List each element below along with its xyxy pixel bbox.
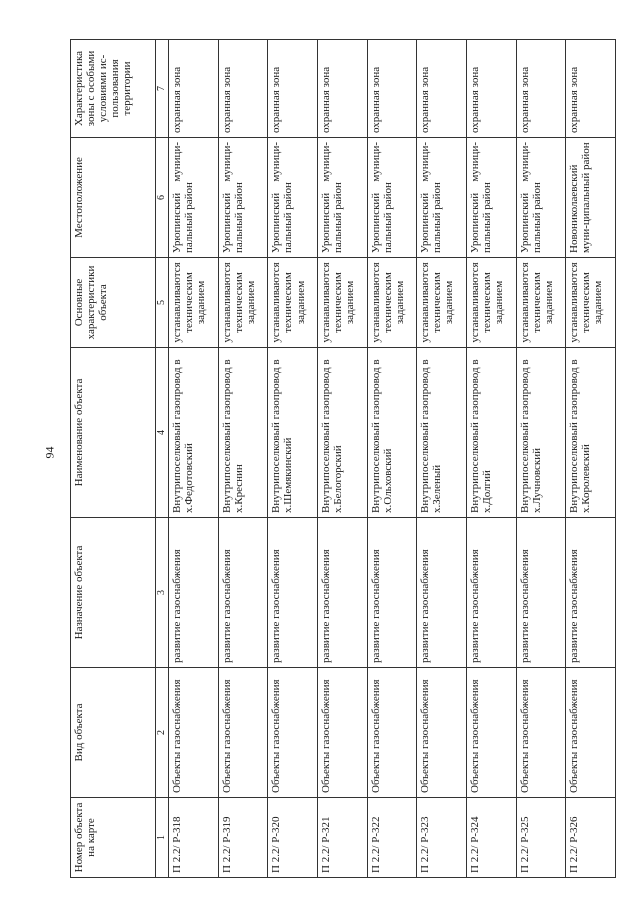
column-number: 5	[156, 258, 169, 348]
column-number: 3	[156, 518, 169, 668]
page-number: 94	[42, 446, 57, 459]
cell-type: Объекты газоснабжения	[466, 668, 516, 798]
cell-characteristics: устанавливаются техническим заданием	[317, 258, 367, 348]
cell-characteristics: устанавливаются техническим заданием	[516, 258, 566, 348]
cell-number: П 2.2/ Р-321	[317, 798, 367, 878]
header-characteristics: Основные характеристики объекта	[71, 258, 156, 348]
cell-zone: охранная зона	[169, 40, 219, 138]
cell-type: Объекты газоснабжения	[169, 668, 219, 798]
table-row	[566, 40, 616, 878]
table-row	[516, 40, 566, 878]
header-zone: Характеристика зоны с особыми условиями ис-пользования территории	[71, 40, 156, 138]
cell-type: Объекты газоснабжения	[566, 668, 616, 798]
cell-location: Урюпинский муници-пальный район	[466, 138, 516, 258]
column-number: 7	[156, 40, 169, 138]
cell-name: Внутрипоселковый газопровод в х.Шемякинский	[268, 348, 318, 518]
table-row	[268, 40, 318, 878]
cell-number: П 2.2/ Р-322	[367, 798, 417, 878]
table-row	[466, 40, 516, 878]
cell-number: П 2.2/ Р-320	[268, 798, 318, 878]
cell-characteristics: устанавливаются техническим заданием	[367, 258, 417, 348]
column-number: 1	[156, 798, 169, 878]
cell-characteristics: устанавливаются техническим заданием	[417, 258, 467, 348]
cell-characteristics: устанавливаются техническим заданием	[268, 258, 318, 348]
table-row	[367, 40, 417, 878]
cell-zone: охранная зона	[566, 40, 616, 138]
header-type: Вид объекта	[71, 668, 156, 798]
cell-type: Объекты газоснабжения	[417, 668, 467, 798]
column-number: 2	[156, 668, 169, 798]
cell-zone: охранная зона	[317, 40, 367, 138]
cell-name: Внутрипоселковый газопровод в х.Королевский	[566, 348, 616, 518]
cell-purpose: развитие газоснабжения	[317, 518, 367, 668]
cell-purpose: развитие газоснабжения	[268, 518, 318, 668]
objects-table	[70, 39, 616, 878]
cell-name: Внутрипоселковый газопровод в х.Креснин	[218, 348, 268, 518]
header-name: Наименование объекта	[71, 348, 156, 518]
cell-location: Урюпинский муници-пальный район	[516, 138, 566, 258]
cell-purpose: развитие газоснабжения	[169, 518, 219, 668]
cell-location: Урюпинский муници-пальный район	[367, 138, 417, 258]
column-number: 4	[156, 348, 169, 518]
table-row	[317, 40, 367, 878]
table-row	[218, 40, 268, 878]
header-purpose: Назначение объекта	[71, 518, 156, 668]
column-number: 6	[156, 138, 169, 258]
cell-characteristics: устанавливаются техническим заданием	[566, 258, 616, 348]
cell-location: Урюпинский муници-пальный район	[317, 138, 367, 258]
cell-zone: охранная зона	[516, 40, 566, 138]
cell-name: Внутрипоселковый газопровод в х.Ольховский	[367, 348, 417, 518]
cell-location: Урюпинский муници-пальный район	[417, 138, 467, 258]
cell-zone: охранная зона	[417, 40, 467, 138]
cell-zone: охранная зона	[367, 40, 417, 138]
cell-number: П 2.2/ Р-325	[516, 798, 566, 878]
header-row	[71, 40, 156, 878]
cell-number: П 2.2/ Р-324	[466, 798, 516, 878]
cell-purpose: развитие газоснабжения	[367, 518, 417, 668]
cell-name: Внутрипоселковый газопровод в х.Долгий	[466, 348, 516, 518]
cell-name: Внутрипоселковый газопровод в х.Зеленый	[417, 348, 467, 518]
cell-name: Внутрипоселковый газопровод в х.Федотовский	[169, 348, 219, 518]
cell-name: Внутрипоселковый газопровод в х.Белогорский	[317, 348, 367, 518]
cell-number: П 2.2/ Р-323	[417, 798, 467, 878]
table-row	[169, 40, 219, 878]
cell-location: Урюпинский муници-пальный район	[268, 138, 318, 258]
header-number: Номер объекта на карте	[71, 798, 156, 878]
cell-type: Объекты газоснабжения	[268, 668, 318, 798]
cell-characteristics: устанавливаются техническим заданием	[466, 258, 516, 348]
cell-type: Объекты газоснабжения	[317, 668, 367, 798]
cell-purpose: развитие газоснабжения	[516, 518, 566, 668]
cell-purpose: развитие газоснабжения	[466, 518, 516, 668]
cell-zone: охранная зона	[218, 40, 268, 138]
cell-number: П 2.2/ Р-318	[169, 798, 219, 878]
header-location: Местоположение	[71, 138, 156, 258]
cell-purpose: развитие газоснабжения	[566, 518, 616, 668]
cell-type: Объекты газоснабжения	[516, 668, 566, 798]
cell-type: Объекты газоснабжения	[218, 668, 268, 798]
column-number-row	[156, 40, 169, 878]
cell-location: Новониколаевский муни-ципальный район	[566, 138, 616, 258]
cell-purpose: развитие газоснабжения	[218, 518, 268, 668]
cell-zone: охранная зона	[268, 40, 318, 138]
cell-characteristics: устанавливаются техническим заданием	[218, 258, 268, 348]
cell-purpose: развитие газоснабжения	[417, 518, 467, 668]
cell-name: Внутрипоселковый газопровод в х.Лучновский	[516, 348, 566, 518]
table-row	[417, 40, 467, 878]
cell-type: Объекты газоснабжения	[367, 668, 417, 798]
rotated-table-page	[70, 40, 616, 878]
cell-characteristics: устанавливаются техническим заданием	[169, 258, 219, 348]
cell-location: Урюпинский муници-пальный район	[169, 138, 219, 258]
cell-zone: охранная зона	[466, 40, 516, 138]
cell-location: Урюпинский муници-пальный район	[218, 138, 268, 258]
cell-number: П 2.2/ Р-326	[566, 798, 616, 878]
cell-number: П 2.2/ Р-319	[218, 798, 268, 878]
